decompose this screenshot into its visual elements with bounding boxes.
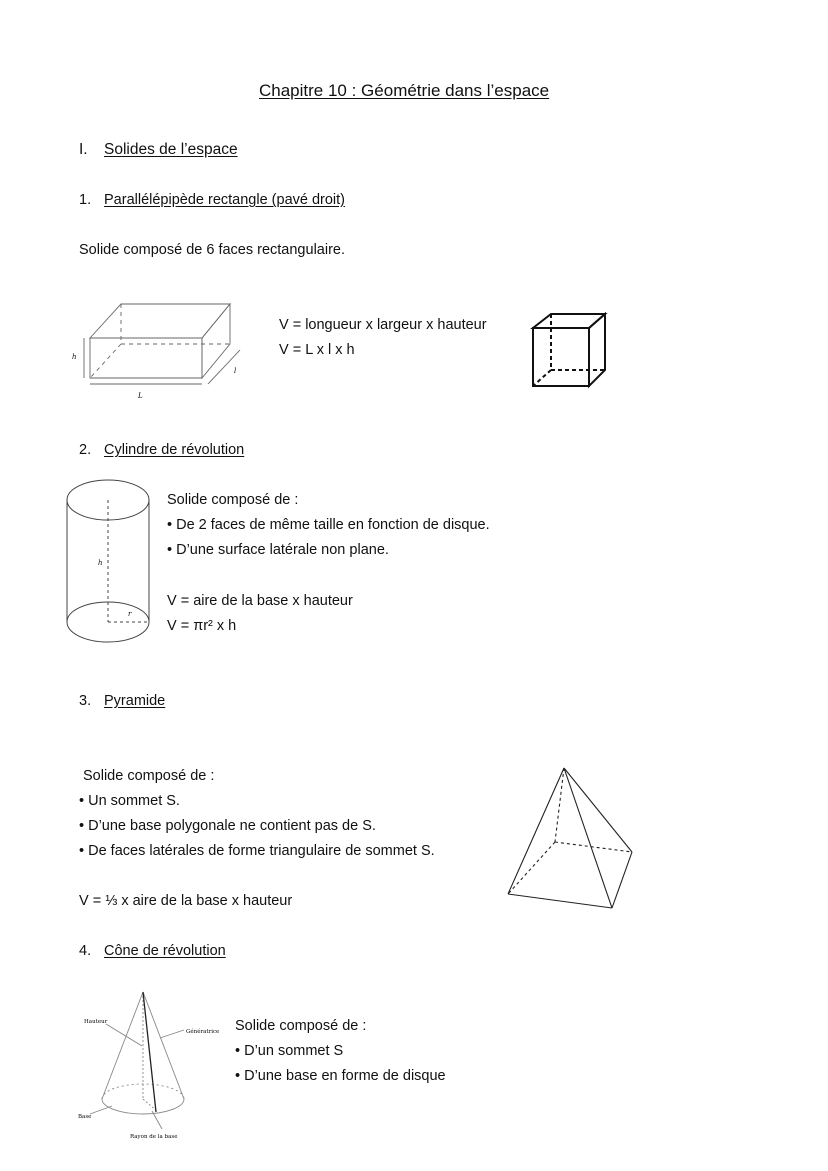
subsection-number-cylindre: 2.	[79, 442, 92, 458]
subsection-title-pyramide: Pyramide	[104, 693, 166, 709]
cone-label-generatrice: Génératrice	[186, 1029, 220, 1035]
section-title: Solides de l’espace	[104, 141, 238, 158]
pyramide-bullet-2: • D’une base polygonale ne contient pas de S.	[79, 818, 376, 834]
pyramide-formula: V = ⅓ x aire de la base x hauteur	[79, 893, 293, 909]
cone-label-base: Base	[78, 1114, 92, 1120]
cylindre-bullet-1: • De 2 faces de même taille en fonction de disque.	[167, 517, 490, 533]
subsection-number-pave: 1.	[79, 192, 92, 208]
cylindre-formula-2: V = πr² x h	[167, 618, 237, 634]
subsection-number-cone: 4.	[79, 943, 92, 959]
cone-bullet-1: • D’un sommet S	[235, 1043, 344, 1059]
cylindre-formula-1: V = aire de la base x hauteur	[167, 593, 353, 609]
cylindre-figure	[64, 478, 164, 648]
cylindre-intro: Solide composé de :	[167, 492, 299, 508]
pyramide-figure	[500, 762, 640, 912]
subsection-title-cone: Cône de révolution	[104, 943, 226, 959]
section-number: I.	[79, 141, 88, 158]
pave-formula-2: V = L x l x h	[279, 342, 355, 358]
cylindre-bullet-2: • D’une surface latérale non plane.	[167, 542, 389, 558]
cylindre-label-r: r	[128, 610, 132, 618]
cone-figure	[72, 986, 232, 1146]
pave-label-h: h	[72, 353, 77, 361]
pyramide-bullet-3: • De faces latérales de forme triangulaire de sommet S.	[79, 843, 435, 859]
pyramide-bullet-1: • Un sommet S.	[79, 793, 180, 809]
subsection-number-pyramide: 3.	[79, 693, 92, 709]
pave-label-L: L	[138, 392, 143, 400]
pave-label-l: l	[234, 367, 237, 375]
cone-bullet-2: • D’une base en forme de disque	[235, 1068, 446, 1084]
pyramide-intro: Solide composé de :	[83, 768, 215, 784]
cone-label-hauteur: Hauteur	[84, 1019, 108, 1025]
pave-formula-1: V = longueur x largeur x hauteur	[279, 317, 487, 333]
subsection-title-cylindre: Cylindre de révolution	[104, 442, 245, 458]
cube-figure	[525, 308, 615, 388]
cone-intro: Solide composé de :	[235, 1018, 367, 1034]
page-title: Chapitre 10 : Géométrie dans l’espace	[259, 81, 550, 100]
subsection-title-pave: Parallélépipède rectangle (pavé droit)	[104, 192, 346, 208]
cylindre-label-h: h	[98, 559, 103, 567]
pave-figure	[68, 296, 248, 406]
pave-description: Solide composé de 6 faces rectangulaire.	[79, 242, 345, 258]
cone-label-rayon: Rayon de la base	[130, 1134, 178, 1140]
